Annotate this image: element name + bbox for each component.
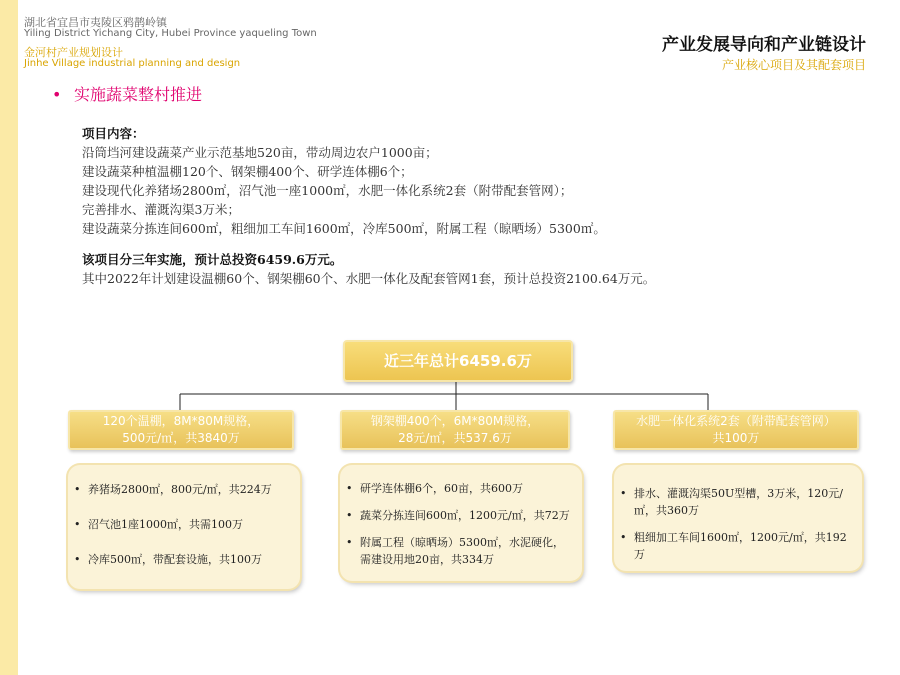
detail-box-irrigation (614, 465, 862, 571)
branch-box-greenhouse (68, 410, 294, 450)
total-investment-box: 近三年总计6459.6万 (343, 340, 573, 382)
list-item: • 养猪场2800㎡，800元/㎡，共224万 (68, 481, 300, 498)
branch-box-steel-shed (340, 410, 570, 450)
content-line: 沿筒垱河建设蔬菜产业示范基地520亩，带动周边农户1000亩； (82, 145, 438, 160)
project-cn: 金河村产业规划设计 (24, 46, 123, 59)
page-title: 产业发展导向和产业链设计 (662, 35, 866, 55)
investment-summary: 该项目分三年实施，预计总投资6459.6万元。 (82, 252, 343, 267)
detail-box-steel-shed (340, 465, 582, 581)
list-item: • 粗细加工车间1600㎡，1200元/㎡，共192万 (614, 529, 850, 563)
list-item: • 蔬菜分拣连间600㎡，1200元/㎡，共72万 (340, 507, 570, 524)
content-line: 建设蔬菜种植温棚120个、钢架棚400个、研学连体棚6个； (82, 164, 413, 179)
list-item: • 冷库500㎡，带配套设施，共100万 (68, 551, 300, 568)
branch-title-line1: 钢架棚400个，6M*80M规格， (370, 414, 540, 428)
content-line: 完善排水、灌溉沟渠3万米； (82, 202, 240, 217)
list-item: • 沼气池1座1000㎡，共需100万 (68, 516, 300, 533)
location-cn: 湖北省宜昌市夷陵区鸦鹊岭镇 (24, 16, 167, 29)
section-title: 实施蔬菜整村推进 (74, 85, 203, 104)
project-en: Jinhe Village industrial planning and design (24, 58, 241, 69)
detail-box-greenhouse (68, 465, 300, 589)
branch-title-line1: 120个温棚，8M*80M规格， (102, 414, 260, 428)
content-line: 建设现代化养猪场2800㎡，沼气池一座1000㎡，水肥一体化系统2套（附带配套管网）； (82, 183, 573, 198)
branch-title-line2: 500元/㎡，共3840万 (122, 431, 240, 445)
branch-title-line2: 共100万 (712, 431, 760, 445)
section-bullet: • (52, 85, 62, 104)
plan-2022: 其中2022年计划建设温棚60个、钢架棚60个、水肥一体化及配套管网1套，预计总投资2100.64万元。 (82, 271, 656, 286)
list-item: • 附属工程（晾晒场）5300㎡，水泥硬化，需建设用地20亩，共334万 (340, 534, 570, 568)
branch-title-line2: 28元/㎡，共537.6万 (398, 431, 512, 445)
page-subtitle: 产业核心项目及其配套项目 (721, 58, 866, 72)
list-item: • 研学连体棚6个，60亩，共600万 (340, 480, 570, 497)
content-label: 项目内容： (82, 126, 145, 141)
branch-title-line1: 水肥一体化系统2套（附带配套管网） (636, 414, 836, 428)
content-line: 建设蔬菜分拣连间600㎡，粗细加工车间1600㎡，冷库500㎡，附属工程（晾晒场）5300㎡。 (82, 221, 606, 236)
branch-box-irrigation (613, 410, 859, 450)
location-en: Yiling District Yichang City, Hubei Province yaqueling Town (24, 28, 317, 39)
list-item: • 排水、灌溉沟渠50U型槽，3万米，120元/㎡，共360万 (614, 485, 850, 519)
